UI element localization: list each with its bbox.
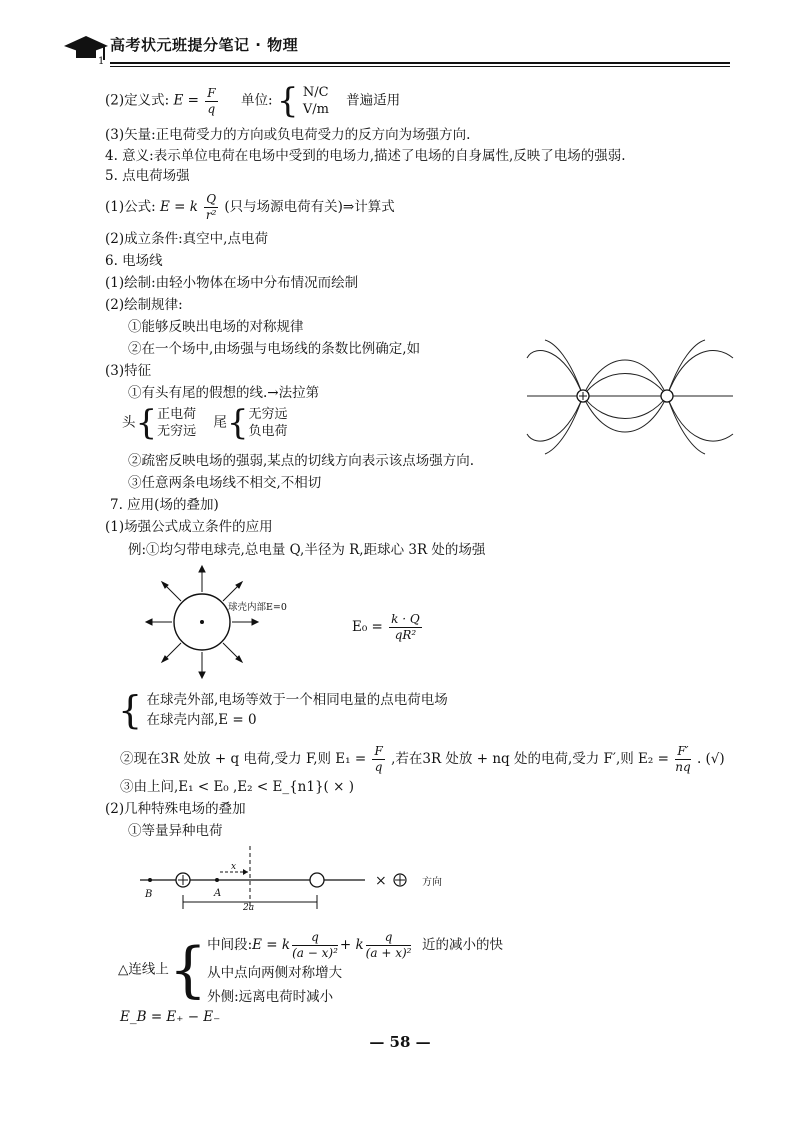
shell-inside: 在球壳内部,E = 0	[146, 712, 257, 728]
field-lines-title: 6. 电场线	[105, 253, 163, 269]
vector-line: (3)矢量:正电荷受力的方向或负电荷受力的反方向为场强方向.	[105, 127, 471, 143]
unit-label: 单位:	[241, 92, 273, 109]
e0-formula	[352, 612, 424, 643]
field-lines-feature-1: ①有头有尾的假想的线.→法拉第	[128, 385, 320, 401]
question-3-line: ③由上问,E₁ < E₀ ,E₂ < E_{n1}( × )	[120, 779, 354, 795]
shell-inner-label: 球壳内部E=0	[228, 602, 287, 613]
label-x: x	[231, 862, 237, 872]
head-label: 头	[122, 414, 136, 431]
connecting-brace: {	[168, 934, 208, 1005]
head-stack	[157, 406, 196, 440]
eb-formula: E_B = E₊ − E₋	[120, 1009, 221, 1025]
tail-item-1: 无穷远	[248, 407, 288, 422]
point-formula-line: (1)公式: E = k $\frac{Q}{\text{r²}}$ (只与场源电荷有关)⇒计算式	[105, 192, 395, 222]
point-formula-prefix: (1)公式:	[105, 199, 156, 215]
question-2-b: ,若在3R 处放 + nq 处的电荷,受力 F′,则 E₂ =	[391, 751, 669, 767]
middle-suffix: 近的减小的快	[422, 937, 504, 953]
outer-decrease: 外侧:远离电荷时减小	[207, 989, 334, 1005]
field-lines-feature-2: ②疏密反映电场的强弱,某点的切线方向表示该点场强方向.	[128, 453, 475, 469]
question-2-c: . (√)	[696, 751, 725, 767]
connecting-line-summary	[118, 930, 503, 1009]
header-rule-thin	[110, 66, 730, 67]
page-number: — 58 —	[369, 1033, 431, 1051]
label-a: A	[214, 888, 222, 899]
field-lines-rule-2: ②在一个场中,由场强与电场线的条数比例确定,如	[128, 341, 421, 357]
dipole-field-diagram	[525, 338, 735, 458]
question-2-a: ②现在3R 处放 + q 电荷,受力 F,则 E₁ =	[120, 751, 367, 767]
head-tail-block	[122, 403, 288, 443]
universal-note: 普遍适用	[346, 92, 401, 109]
field-lines-rules: (2)绘制规律:	[105, 297, 183, 313]
triangle-label: △连线上	[118, 961, 169, 978]
application-title: 7. 应用(场的叠加)	[110, 497, 219, 513]
graduation-cap-icon	[60, 28, 112, 66]
middle-label: 中间段:	[207, 937, 253, 953]
unit-brace: {	[276, 81, 299, 121]
label-b: B	[145, 889, 153, 900]
shell-summary	[118, 690, 448, 730]
e0-fraction	[389, 612, 422, 643]
connecting-stack	[207, 930, 503, 1009]
e0-denominator: qR²	[394, 628, 417, 642]
point-formula-fraction: $\frac{Q}{\text{r²}}$	[205, 192, 217, 222]
field-lines-rule-1: ①能够反映出电场的对称规律	[128, 319, 304, 335]
e2-fraction: $\frac{F'}{nq}$	[675, 744, 691, 774]
application-1: (1)场强公式成立条件的应用	[105, 519, 273, 535]
shell-outside: 在球壳外部,电场等效于一个相同电量的点电荷电场	[146, 692, 448, 708]
definition-fraction: $\frac{F}{q}$	[207, 85, 216, 116]
unit-nc: N/C	[302, 85, 329, 100]
shell-brace: {	[118, 688, 143, 732]
cross-symbol: ×	[375, 873, 387, 889]
page-header	[60, 22, 730, 68]
label-2a: 2a	[243, 903, 255, 912]
header-title: 高考状元班提分笔记 · 物理	[110, 36, 299, 54]
equal-opposite-title: ①等量异种电荷	[128, 823, 223, 839]
tail-stack	[248, 406, 287, 440]
point-condition: (2)成立条件:真空中,点电荷	[105, 231, 268, 247]
meaning-line: 4. 意义:表示单位电荷在电场中受到的电场力,描述了电场的自身属性,反映了电场的强弱.	[105, 148, 626, 164]
definition-prefix: (2)定义式:	[105, 92, 170, 109]
point-formula-suffix: (只与场源电荷有关)⇒计算式	[224, 199, 395, 215]
unit-stack	[303, 84, 329, 118]
tail-label: 尾	[213, 414, 227, 431]
e1-fraction: $\frac{F}{q}$	[374, 744, 383, 774]
svg-text:1: 1	[98, 56, 105, 66]
head-item-1: 正电荷	[157, 407, 197, 422]
unit-vm: V/m	[302, 102, 329, 117]
field-lines-feature: (3)特征	[105, 363, 152, 379]
e0-numerator: k · Q	[391, 612, 420, 626]
shell-stack	[146, 690, 447, 730]
e0-lhs: E₀ =	[352, 619, 383, 635]
definition-line: (2)定义式: E = $\frac{F}{q}$ 单位: { N/C V/m 普遍适用	[105, 81, 401, 121]
head-item-2: 无穷远	[157, 424, 197, 439]
field-lines-draw: (1)绘制:由轻小物体在场中分布情况而绘制	[105, 275, 359, 291]
header-rule	[110, 62, 730, 64]
charged-shell-diagram	[140, 562, 340, 682]
application-2: (2)几种特殊电场的叠加	[105, 801, 246, 817]
point-charge-title: 5. 点电荷场强	[105, 168, 190, 184]
direction-label: 方向	[422, 877, 442, 888]
middle-segment: 中间段:E = k $\frac{q}{\text{(a − x)²}}$ + k $\frac{q}{\text{(a + x)²}}$ 近的减小的快	[207, 930, 504, 960]
tail-item-2: 负电荷	[248, 424, 288, 439]
question-2-line	[120, 744, 725, 775]
field-lines-feature-3: ③任意两条电场线不相交,不相切	[128, 475, 322, 491]
tail-brace: {	[226, 403, 249, 443]
head-brace: {	[135, 403, 158, 443]
example-line: 例:①均匀带电球壳,总电量 Q,半径为 R,距球心 3R 处的场强	[128, 542, 486, 558]
charge-axis-diagram	[135, 840, 475, 912]
symmetric-increase: 从中点向两侧对称增大	[207, 965, 343, 981]
